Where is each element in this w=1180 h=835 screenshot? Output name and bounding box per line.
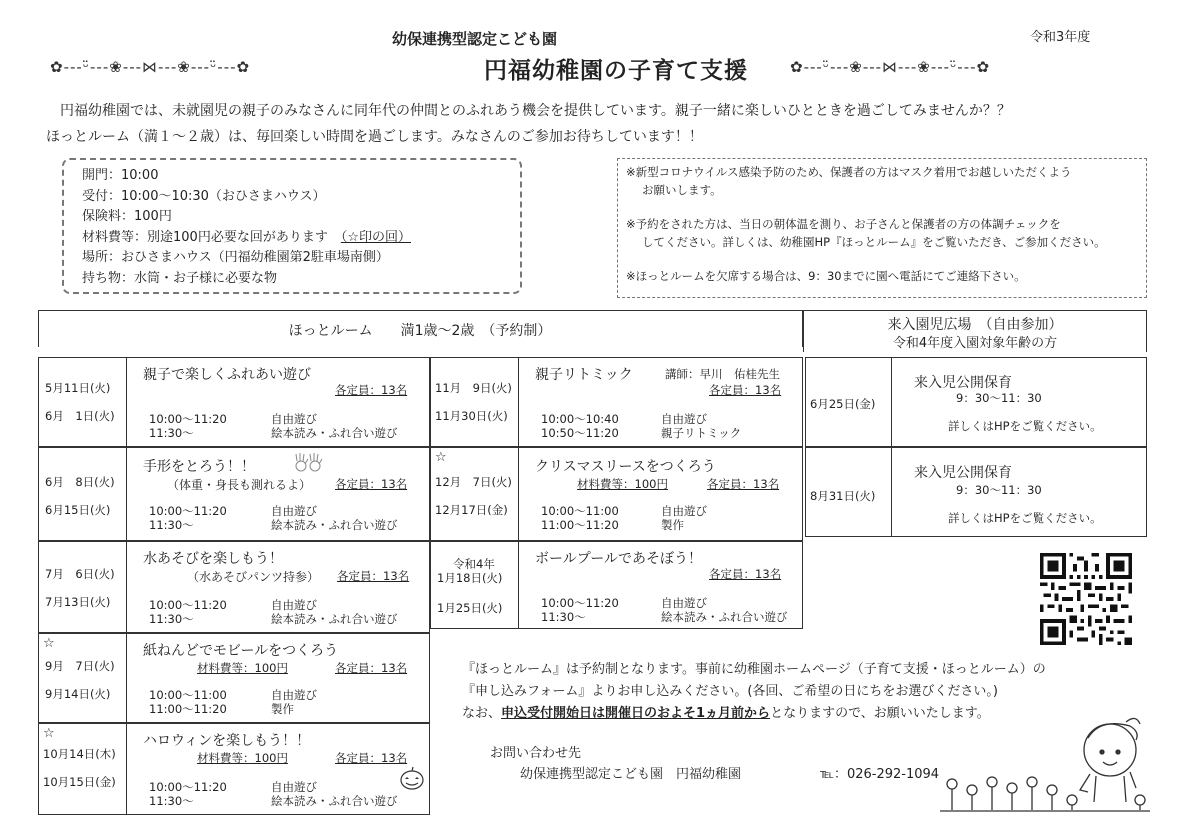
notice-line: ※予約をされた方は、当日の朝体温を測り、お子さんと保護者の方の体調チェックを — [626, 217, 1061, 231]
event-dates — [431, 542, 519, 628]
event-time: 10:00～11:00 — [541, 504, 619, 518]
plaza-title: 来入児公開保育 — [914, 465, 1012, 481]
plaza-note: 詳しくはHPをご覧ください。 — [948, 419, 1102, 433]
event-subtitle: （体重・身長も測れるよ） — [167, 478, 312, 492]
event-material-fee: 材料費等：100円 — [577, 477, 668, 491]
event-time: 10:00～11:20 — [149, 504, 227, 518]
event-lecturer: 講師：早川 佑桂先生 — [665, 367, 780, 381]
plaza-title: 来入児公開保育 — [914, 375, 1012, 391]
event-row — [38, 541, 430, 633]
event-dates — [39, 542, 127, 632]
event-dates — [39, 448, 127, 540]
event-time: 11:30～ — [149, 794, 194, 808]
plaza-row — [805, 447, 1147, 537]
event-title: 手形をとろう！！ — [143, 459, 255, 475]
footer-text: となりますので、お願いいたします。 — [770, 706, 990, 721]
event-material-fee: 材料費等：100円 — [197, 661, 288, 675]
open-plaza-header: 来入園児広場 （自由参加） — [887, 317, 1063, 333]
event-dates — [39, 724, 127, 814]
event-time: 10:00～10:40 — [541, 412, 619, 426]
handprint-icon — [293, 452, 323, 474]
info-box — [62, 158, 522, 294]
event-date: 6月15日(火) — [45, 503, 111, 517]
event-date: 9月 7日(火) — [45, 659, 115, 673]
event-activity: 自由遊び — [271, 598, 317, 612]
event-time: 10:50～11:20 — [541, 426, 619, 440]
decorative-border-left: ✿‐‐‐ᵕ̈‐‐‐❀‐‐‐⋈‐‐‐❀‐‐‐ᵕ̈‐‐‐✿ — [50, 58, 251, 76]
event-capacity: 各定員：13名 — [709, 567, 782, 581]
event-title: ボールプールであそぼう！ — [535, 551, 703, 567]
page-title: 円福幼稚園の子育て支援 — [484, 58, 748, 84]
event-dates — [39, 358, 127, 446]
event-date: 5月11日(火) — [45, 381, 111, 395]
event-capacity: 各定員：13名 — [335, 383, 408, 397]
qr-code-icon[interactable] — [1040, 553, 1132, 645]
plaza-time: 9：30～11：30 — [956, 483, 1042, 497]
event-activity: 自由遊び — [661, 504, 707, 518]
event-time: 10:00～11:20 — [149, 598, 227, 612]
event-subtitle: （水あそびパンツ持参） — [187, 570, 320, 584]
info-reception: 受付：10:00～10:30（おひさまハウス） — [82, 188, 326, 204]
info-insurance: 保険料：100円 — [82, 209, 172, 224]
event-date: 11月30日(火) — [435, 409, 508, 423]
notice-line: ※ほっとルームを欠席する場合は、9：30までに園へ電話にてご連絡下さい。 — [626, 269, 1026, 283]
info-bring: 持ち物：水筒・お子様に必要な物 — [82, 270, 278, 286]
material-fee-star-icon: ☆ — [435, 450, 447, 465]
event-row — [38, 357, 430, 447]
event-time: 11:30～ — [541, 610, 586, 624]
event-date: 10月15日(金) — [43, 775, 116, 789]
event-title: クリスマスリースをつくろう — [535, 459, 716, 475]
event-activity: 絵本読み・ふれ合い遊び — [271, 794, 398, 808]
event-capacity: 各定員：13名 — [707, 477, 780, 491]
notice-box — [617, 158, 1147, 298]
event-capacity: 各定員：13名 — [335, 751, 408, 765]
event-row — [38, 723, 430, 815]
event-date: 1月25日(火) — [437, 601, 503, 615]
event-date: 6月 1日(火) — [45, 409, 115, 423]
event-title: 親子リトミック — [535, 367, 633, 383]
event-activity: 自由遊び — [271, 412, 317, 426]
event-activity: 自由遊び — [271, 504, 317, 518]
event-date: 7月13日(火) — [45, 595, 111, 609]
event-time: 10:00～11:20 — [541, 596, 619, 610]
event-time: 11:30～ — [149, 426, 194, 440]
footer-line: 『申し込みフォーム』よりお申し込みください。(各回、ご希望の日にちをお選びください。) — [462, 684, 998, 699]
event-date: 1月18日(火) — [437, 571, 503, 585]
girl-with-flowers-illustration — [940, 710, 1150, 815]
contact-tel: ℡：026-292-1094 — [820, 767, 940, 782]
event-date: 12月17日(金) — [435, 503, 508, 517]
event-date: 10月14日(木) — [43, 747, 116, 761]
event-time: 11:30～ — [149, 612, 194, 626]
contact-name: 幼保連携型認定こども園 円福幼稚園 — [520, 767, 742, 782]
event-dates — [39, 634, 127, 722]
event-title: 紙ねんどでモビールをつくろう — [143, 643, 339, 659]
org-name: 幼保連携型認定こども園 — [392, 30, 558, 48]
event-date: 9月14日(火) — [45, 687, 111, 701]
event-row — [430, 357, 803, 447]
contact-label: お問い合わせ先 — [490, 746, 582, 761]
intro-line: 円福幼稚園では、未就園児の親子のみなさんに同年代の仲間とのふれあう機会を提供しています。親子一緒に楽しいひとときを過ごしてみませんか？？ — [60, 103, 1011, 119]
event-row — [430, 447, 803, 541]
event-date: 11月 9日(火) — [435, 381, 512, 395]
notice-line: お願いします。 — [642, 183, 722, 197]
info-place: 場所：おひさまハウス（円福幼稚園第2駐車場南側） — [82, 250, 389, 265]
decorative-border-right: ✿‐‐‐ᵕ̈‐‐‐❀‐‐‐⋈‐‐‐❀‐‐‐ᵕ̈‐‐‐✿ — [790, 58, 991, 76]
event-activity: 自由遊び — [661, 596, 707, 610]
intro-text — [46, 98, 1166, 150]
open-plaza-subheader: 令和4年度入園対象年齢の方 — [892, 336, 1058, 351]
event-material-fee: 材料費等：100円 — [197, 751, 288, 765]
plaza-dates — [806, 448, 892, 536]
event-dates — [431, 448, 519, 540]
plaza-note: 詳しくはHPをご覧ください。 — [948, 511, 1102, 525]
pumpkin-icon — [399, 766, 425, 790]
event-time: 10:00～11:20 — [149, 412, 227, 426]
intro-line: ほっとルーム（満１～２歳）は、毎回楽しい時間を過ごします。みなさんのご参加お待ちしています！！ — [46, 129, 703, 145]
event-title: 水あそびを楽しもう！ — [143, 551, 283, 567]
event-activity: 親子リトミック — [661, 426, 742, 440]
event-row — [38, 447, 430, 541]
event-time: 11:00～11:20 — [541, 518, 619, 532]
notice-line: ※新型コロナウイルス感染予防のため、保護者の方はマスク着用でお越しいただくよう — [626, 165, 1072, 179]
event-activity: 絵本読み・ふれ合い遊び — [661, 610, 788, 624]
info-open: 開門：10:00 — [82, 168, 159, 183]
event-row — [430, 541, 803, 629]
info-materials-note: （☆印の回） — [340, 229, 411, 245]
event-activity: 絵本読み・ふれ合い遊び — [271, 518, 398, 532]
event-capacity: 各定員：13名 — [335, 661, 408, 675]
event-capacity: 各定員：13名 — [709, 383, 782, 397]
hotroom-header: ほっとルーム 満1歳～2歳 （予約制） — [288, 323, 552, 339]
footer-emphasis: 申込受付開始日は開催日のおよそ1ヵ月前から — [501, 706, 771, 721]
event-activity: 絵本読み・ふれ合い遊び — [271, 612, 398, 626]
event-activity: 製作 — [661, 518, 684, 532]
event-date: 6月 8日(火) — [45, 475, 115, 489]
event-date: 7月 6日(火) — [45, 567, 115, 581]
info-materials-text: 材料費等：別途100円必要な回があります — [82, 229, 328, 245]
event-dates — [431, 358, 519, 446]
fiscal-year: 令和3年度 — [1030, 30, 1091, 45]
plaza-date: 8月31日(火) — [810, 489, 876, 503]
plaza-date: 6月25日(金) — [810, 397, 876, 411]
event-title: ハロウィンを楽しもう！！ — [143, 733, 311, 749]
footer-line: 『ほっとルーム』は予約制となります。事前に幼稚園ホームページ（子育て支援・ほっとルーム）の — [462, 662, 1046, 677]
event-activity: 絵本読み・ふれ合い遊び — [271, 426, 398, 440]
footer-text: なお、 — [462, 706, 502, 721]
event-date-era: 令和4年 — [453, 557, 495, 571]
info-materials — [82, 228, 520, 249]
event-activity: 自由遊び — [271, 688, 317, 702]
event-time: 10:00～11:00 — [149, 688, 227, 702]
event-time: 11:00～11:20 — [149, 702, 227, 716]
event-title: 親子で楽しくふれあい遊び — [143, 367, 311, 383]
event-activity: 自由遊び — [661, 412, 707, 426]
event-activity: 製作 — [271, 702, 294, 716]
event-time: 10:00～11:20 — [149, 780, 227, 794]
event-date: 12月 7日(火) — [435, 475, 512, 489]
material-fee-star-icon: ☆ — [43, 636, 55, 651]
plaza-row — [805, 357, 1147, 447]
event-row — [38, 633, 430, 723]
event-time: 11:30～ — [149, 518, 194, 532]
event-capacity: 各定員：13名 — [337, 569, 410, 583]
notice-line: してください。詳しくは、幼稚園HP『ほっとルーム』をご覧いただき、ご参加ください。 — [642, 235, 1106, 249]
event-capacity: 各定員：13名 — [335, 477, 408, 491]
event-activity: 自由遊び — [271, 780, 317, 794]
plaza-dates — [806, 358, 892, 446]
plaza-time: 9：30～11：30 — [956, 391, 1042, 405]
material-fee-star-icon: ☆ — [43, 726, 55, 741]
